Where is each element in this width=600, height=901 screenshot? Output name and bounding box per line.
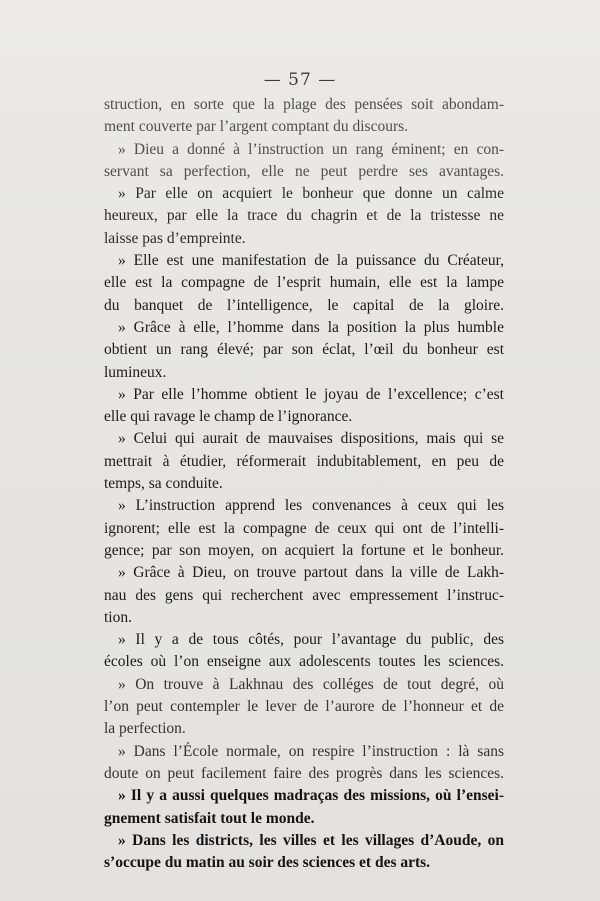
- text-line: la perfection.: [104, 720, 186, 738]
- text-line: » Grâce à elle, l’homme dans la position la plus humble: [118, 318, 504, 336]
- text-line: » Il y a aussi quelques madraças des missions, où l’ensei-: [118, 787, 504, 805]
- body-text: [104, 94, 504, 874]
- text-line: struction, en sorte que la plage des pensées soit abondam-: [104, 96, 504, 113]
- text-line: temps, sa conduite.: [104, 475, 223, 493]
- text-line: » L’instruction apprend les convenances à ceux qui les: [118, 497, 504, 515]
- text-line: du banquet de l’intelligence, le capital de la gloire.: [104, 296, 504, 314]
- text-line: » Dans l’École normale, on respire l’instruction : là sans: [118, 742, 504, 760]
- text-line: l’on peut contempler le lever de l’aurore de l’honneur et de: [104, 698, 504, 716]
- text-line: gnement satisfait tout le monde.: [104, 809, 315, 827]
- text-line: elle qui ravage le champ de l’ignorance.: [104, 408, 353, 426]
- text-line: heureux, par elle la trace du chagrin et de la tristesse ne: [104, 207, 504, 225]
- page-number: — 57 —: [263, 70, 337, 90]
- text-line: ment couverte par l’argent comptant du discours.: [104, 118, 409, 136]
- text-line: » Par elle on acquiert le bonheur que donne un calme: [118, 185, 504, 203]
- text-line: servant sa perfection, elle ne peut perdre ses avantages.: [104, 162, 504, 180]
- text-line: » Dans les districts, les villes et les villages d’Aoude, on: [118, 831, 504, 849]
- text-line: » Par elle l’homme obtient le joyau de l’excellence; c’est: [118, 385, 504, 403]
- text-line: lumineux.: [104, 363, 167, 381]
- text-line: » Elle est une manifestation de la puissance du Créateur,: [118, 252, 504, 270]
- text-line: » Celui qui aurait de mauvaises dispositions, mais qui se: [118, 430, 504, 448]
- text-line: doute on peut facilement faire des progrès dans les sciences.: [104, 764, 504, 782]
- text-line: ignorent; elle est la compagne de ceux qui ont de l’intelli-: [104, 519, 504, 537]
- text-line: mettrait à étudier, réformerait indubitablement, en peu de: [104, 452, 504, 470]
- text-line: obtient un rang élevé; par son éclat, l’œil du bonheur est: [104, 341, 504, 359]
- text-line: laisse pas d’empreinte.: [104, 229, 246, 247]
- text-line: elle est la compagne de l’esprit humain, elle est la lampe: [104, 274, 504, 292]
- text-line: » On trouve à Lakhnau des colléges de tout degré, où: [118, 675, 504, 693]
- text-line: » Il y a de tous côtés, pour l’avantage du public, des: [118, 631, 504, 649]
- text-line: » Dieu a donné à l’instruction un rang éminent; en con-: [118, 140, 504, 158]
- text-line: s’occupe du matin au soir des sciences et des arts.: [104, 854, 431, 872]
- text-line: gence; par son moyen, on acquiert la fortune et le bonheur.: [104, 541, 504, 559]
- text-line: écoles où l’on enseigne aux adolescents toutes les sciences.: [104, 653, 504, 671]
- text-line: » Grâce à Dieu, on trouve partout dans la ville de Lakh-: [118, 564, 504, 582]
- text-line: tion.: [104, 608, 132, 626]
- text-line: nau des gens qui recherchent avec empressement l’instruc-: [104, 586, 504, 604]
